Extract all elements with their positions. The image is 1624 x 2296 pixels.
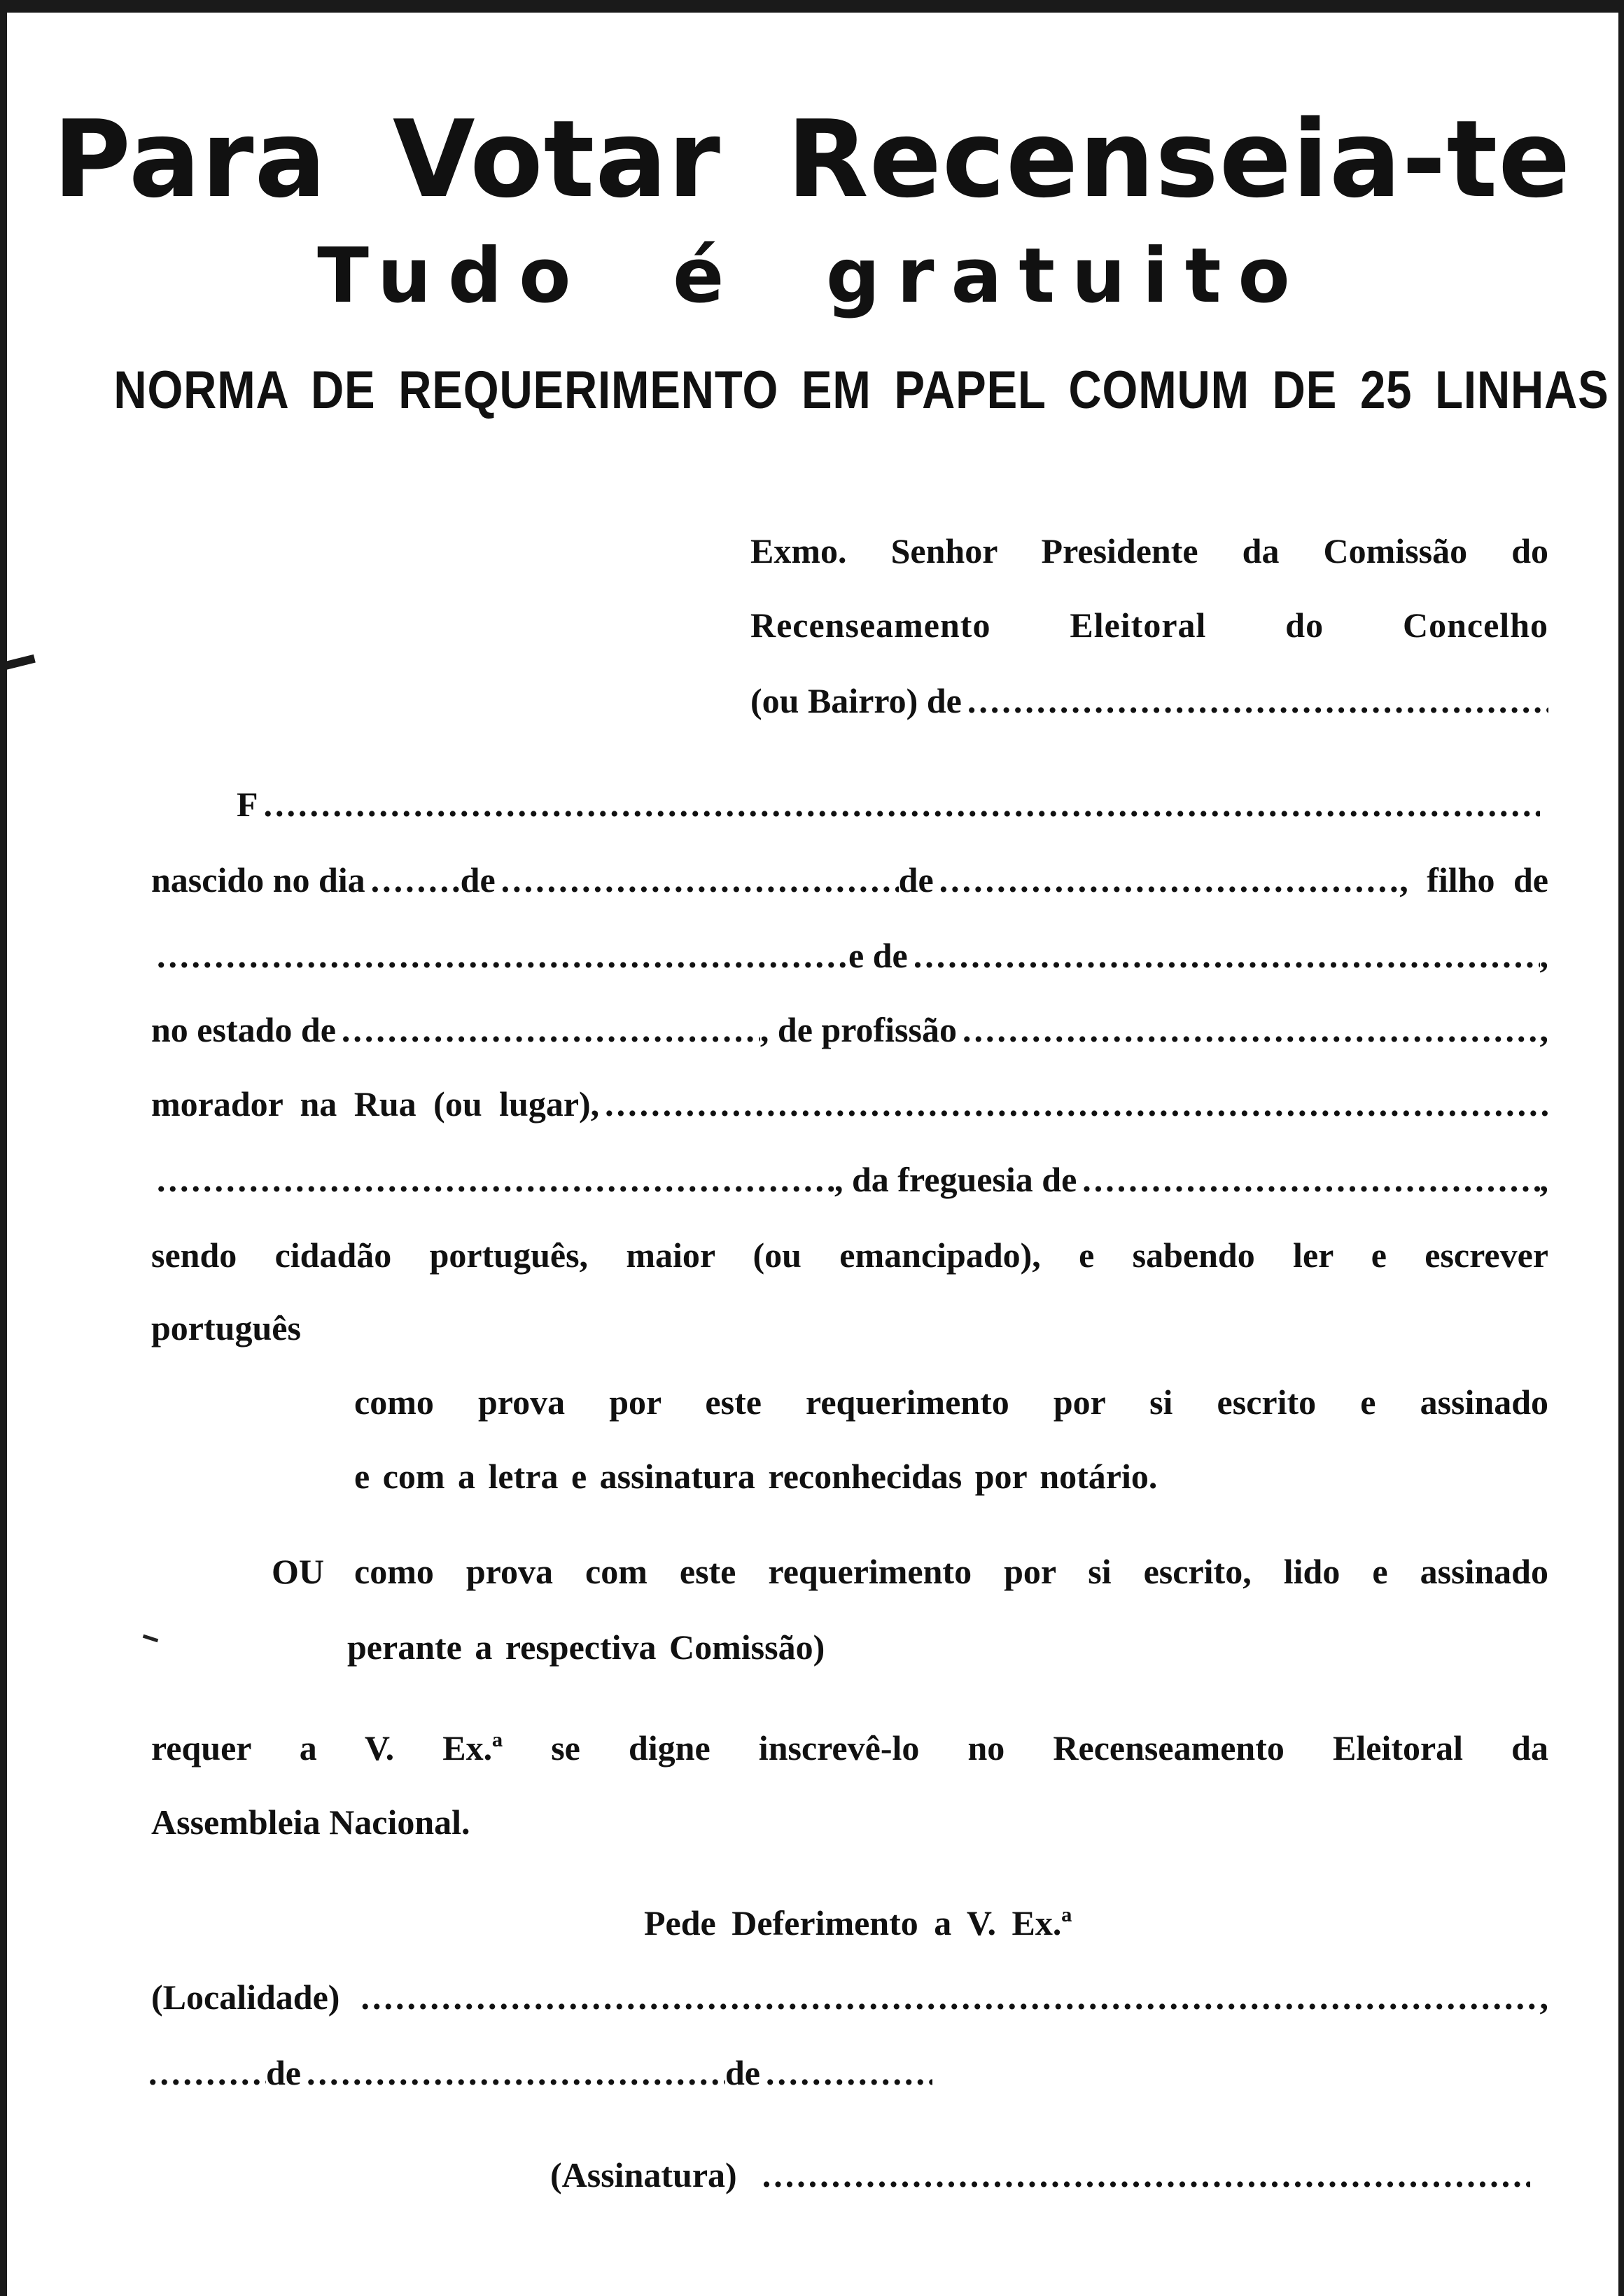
right-border: [1618, 0, 1624, 2296]
name-line: F .....: [237, 780, 1540, 829]
date-year-field[interactable]: [760, 2048, 932, 2097]
father-field[interactable]: [151, 931, 848, 980]
date-month-field[interactable]: [301, 2048, 725, 2097]
request-line-a: requer a V. Ex.ª se digne inscrevê-lo no Recenseamento Eleitoral da: [151, 1728, 1548, 1768]
civil-status-field[interactable]: [336, 1005, 760, 1054]
proof-2-line-a: como prova com este requerimento por si escrito, lido e assinado: [354, 1552, 1548, 1591]
profession-field[interactable]: [957, 1005, 1540, 1054]
address-line-1: Exmo. Senhor Presidente da Comissão do: [750, 531, 1548, 570]
residence-line: morador na Rua (ou lugar), .....: [151, 1079, 1548, 1128]
subtitle: Tudo é gratuito: [317, 232, 1307, 320]
birth-month-field[interactable]: [496, 855, 899, 904]
proof-2-line-b: perante a respectiva Comissão): [347, 1628, 825, 1667]
status-line: no estado de ..... , de profissão ..... ,: [151, 1005, 1548, 1054]
top-border: [0, 0, 1624, 13]
street-continued-field[interactable]: [151, 1155, 834, 1204]
ink-speck: [143, 1634, 158, 1643]
date-day-field[interactable]: [148, 2048, 266, 2097]
birth-year-field[interactable]: [934, 855, 1400, 904]
request-line-b: Assembleia Nacional.: [151, 1802, 470, 1842]
birth-day-field[interactable]: [365, 855, 461, 904]
border-mark: [4, 654, 36, 670]
parish-line: ..... , da freguesia de ..... ,: [151, 1155, 1548, 1204]
mother-field[interactable]: [908, 931, 1540, 980]
proof-1-line-a: como prova por este requerimento por si escrito e assinado: [354, 1382, 1548, 1422]
proof-1-line-b: e com a letra e assinatura reconhecidas por notário.: [354, 1457, 1158, 1496]
left-border: [0, 0, 7, 2296]
parish-field[interactable]: [1077, 1155, 1539, 1204]
portugues-line: português: [151, 1308, 301, 1348]
street-field[interactable]: [599, 1079, 1548, 1128]
citizen-line: sendo cidadão português, maior (ou emancipado), e sabendo ler e escrever: [151, 1236, 1548, 1275]
locality-field[interactable]: [340, 1973, 1539, 2022]
locality-line: (Localidade) ..... ,: [151, 1973, 1548, 2022]
concelho-field[interactable]: [962, 676, 1548, 725]
parents-line: ..... e de ..... ,: [151, 931, 1548, 980]
address-line-2: Recenseamento Eleitoral do Concelho: [750, 606, 1548, 645]
signature-line: (Assinatura) .....: [550, 2150, 1530, 2199]
date-line: ..... de ..... de .....: [148, 2048, 932, 2097]
signature-field[interactable]: [737, 2150, 1530, 2199]
name-field[interactable]: [258, 780, 1540, 829]
closing-request: Pede Deferimento a V. Ex.ª: [644, 1903, 1072, 1942]
address-line-3: (ou Bairro) de .....: [750, 676, 1548, 725]
main-title: Para Votar Recenseia-te: [52, 97, 1572, 221]
ou-label: OU: [272, 1552, 324, 1591]
norm-heading: NORMA DE REQUERIMENTO EM PAPEL COMUM DE 25 LINHAS: [113, 360, 1609, 420]
birth-line: nascido no dia ..... de ..... de ..... , filho de: [151, 855, 1548, 904]
